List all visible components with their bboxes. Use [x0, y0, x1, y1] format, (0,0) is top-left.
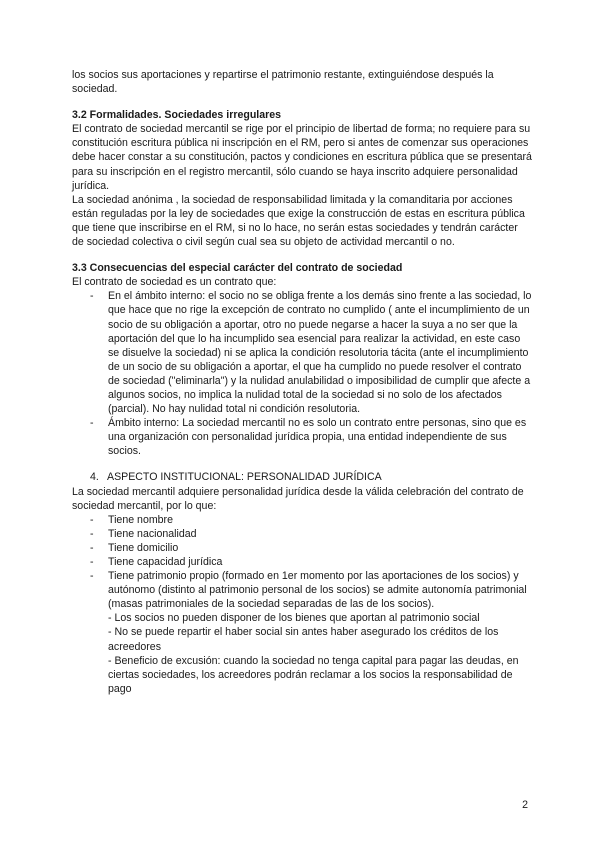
sub-item: - Beneficio de excusión: cuando la sociedad no tenga capital para pagar las deudas, en ciertas sociedades, los acreedores podrán reclamar a los socios la responsabilidad de pago	[108, 654, 519, 695]
section-4-number: 4.	[90, 471, 99, 484]
list-item	[72, 555, 532, 569]
list-item-text: Tiene nacionalidad	[108, 527, 197, 540]
page-number: 2	[522, 799, 528, 811]
dash-bullet: -	[90, 527, 94, 540]
list-item-text: Tiene patrimonio propio (formado en 1er momento por las aportaciones de los socios) y autónomo (distinto al patrimonio personal de los socios) se admite autonomía patrimonial (masas patrimoniales de la sociedad separadas de las de los socios).	[108, 570, 527, 611]
list-item	[72, 541, 532, 555]
list-item-text: Tiene nombre	[108, 513, 173, 526]
section-3-2-paragraph-1: El contrato de sociedad mercantil se rige por el principio de libertad de forma; no requiere para su constitución escritura pública ni inscripción en el RM, pero si antes de comenzar sus operaciones debe hacer constar a su constitución, pactos y condiciones en escritura pública que se presentará para su inscripción en el registro mercantil, sólo cuando se haya inscrito adquiere personalidad jurídica.	[72, 123, 532, 192]
section-4-title: ASPECTO INSTITUCIONAL: PERSONALIDAD JURÍDICA	[107, 471, 382, 484]
dash-bullet: -	[90, 541, 94, 554]
intro-paragraph: los socios sus aportaciones y repartirse el patrimonio restante, extinguiéndose después la sociedad.	[72, 69, 494, 96]
section-3-2-heading: 3.2 Formalidades. Sociedades irregulares	[72, 109, 282, 122]
sub-item: - No se puede repartir el haber social sin antes haber asegurado los créditos de los acreedores	[108, 626, 499, 653]
section-4-list	[72, 513, 532, 612]
section-3-2-paragraph-2: La sociedad anónima , la sociedad de responsabilidad limitada y la comanditaria por acciones están reguladas por la ley de sociedades que exige la construcción de estas en escritura pública que tiene que inscribirse en el RM, si no lo hace, no serán estas sociedades y tendrán carácter de sociedad colectiva o civil según cual sea su objeto de actividad mercantil o no.	[72, 193, 525, 249]
section-3-3-list	[72, 289, 532, 458]
list-item	[72, 527, 532, 541]
list-item-text: Tiene capacidad jurídica	[108, 556, 223, 568]
dash-bullet: -	[90, 570, 94, 583]
list-item-text: En el ámbito interno: el socio no se obliga frente a los demás sino frente a las sociedad, lo que hace que no rige la excepción de contrato no cumplido ( ante el incumplimiento de un socio de su obligación a aportar, otro no puede negarse a hacer la suya a no ser que la aportación del que lo ha incumplido sea esencial para realizar la actividad, en este caso se disuelve la sociedad) ni se aplica la condición resolutoria tácita (ante el incumplimiento de un socio de su obligación a aportar, el que ha cumplido no puede resolver el contrato de sociedad ("eliminarla") y la nulidad anulabilidad o imposibilidad de cumplir que afecte a algunos socios, no implica la nulidad total de la sociedad si no solo de los afectados (parcial). No hay nulidad total ni condición resolutoria.	[108, 290, 532, 416]
list-item	[72, 289, 532, 416]
list-item-text: Ámbito interno: La sociedad mercantil no es solo un contrato entre personas, sino que es una organización con personalidad jurídica propia, una entidad independiente de sus socios.	[108, 417, 527, 458]
sub-item: - Los socios no pueden disponer de los bienes que aportan al patrimonio social	[108, 612, 480, 625]
dash-bullet: -	[90, 290, 94, 303]
section-4-intro: La sociedad mercantil adquiere personalidad jurídica desde la válida celebración del contrato de sociedad mercantil, por lo que:	[72, 485, 524, 512]
list-item-text: Tiene domicilio	[108, 541, 179, 554]
dash-bullet: -	[90, 556, 94, 568]
section-4-heading	[72, 470, 532, 484]
page-body	[72, 68, 532, 696]
section-3-3-heading: 3.3 Consecuencias del especial carácter del contrato de sociedad	[72, 262, 403, 275]
list-item	[72, 513, 532, 527]
list-item	[72, 416, 532, 458]
section-3-3-intro: El contrato de sociedad es un contrato que:	[72, 276, 277, 289]
dash-bullet: -	[90, 513, 94, 526]
dash-bullet: -	[90, 417, 94, 430]
list-item	[72, 569, 532, 611]
